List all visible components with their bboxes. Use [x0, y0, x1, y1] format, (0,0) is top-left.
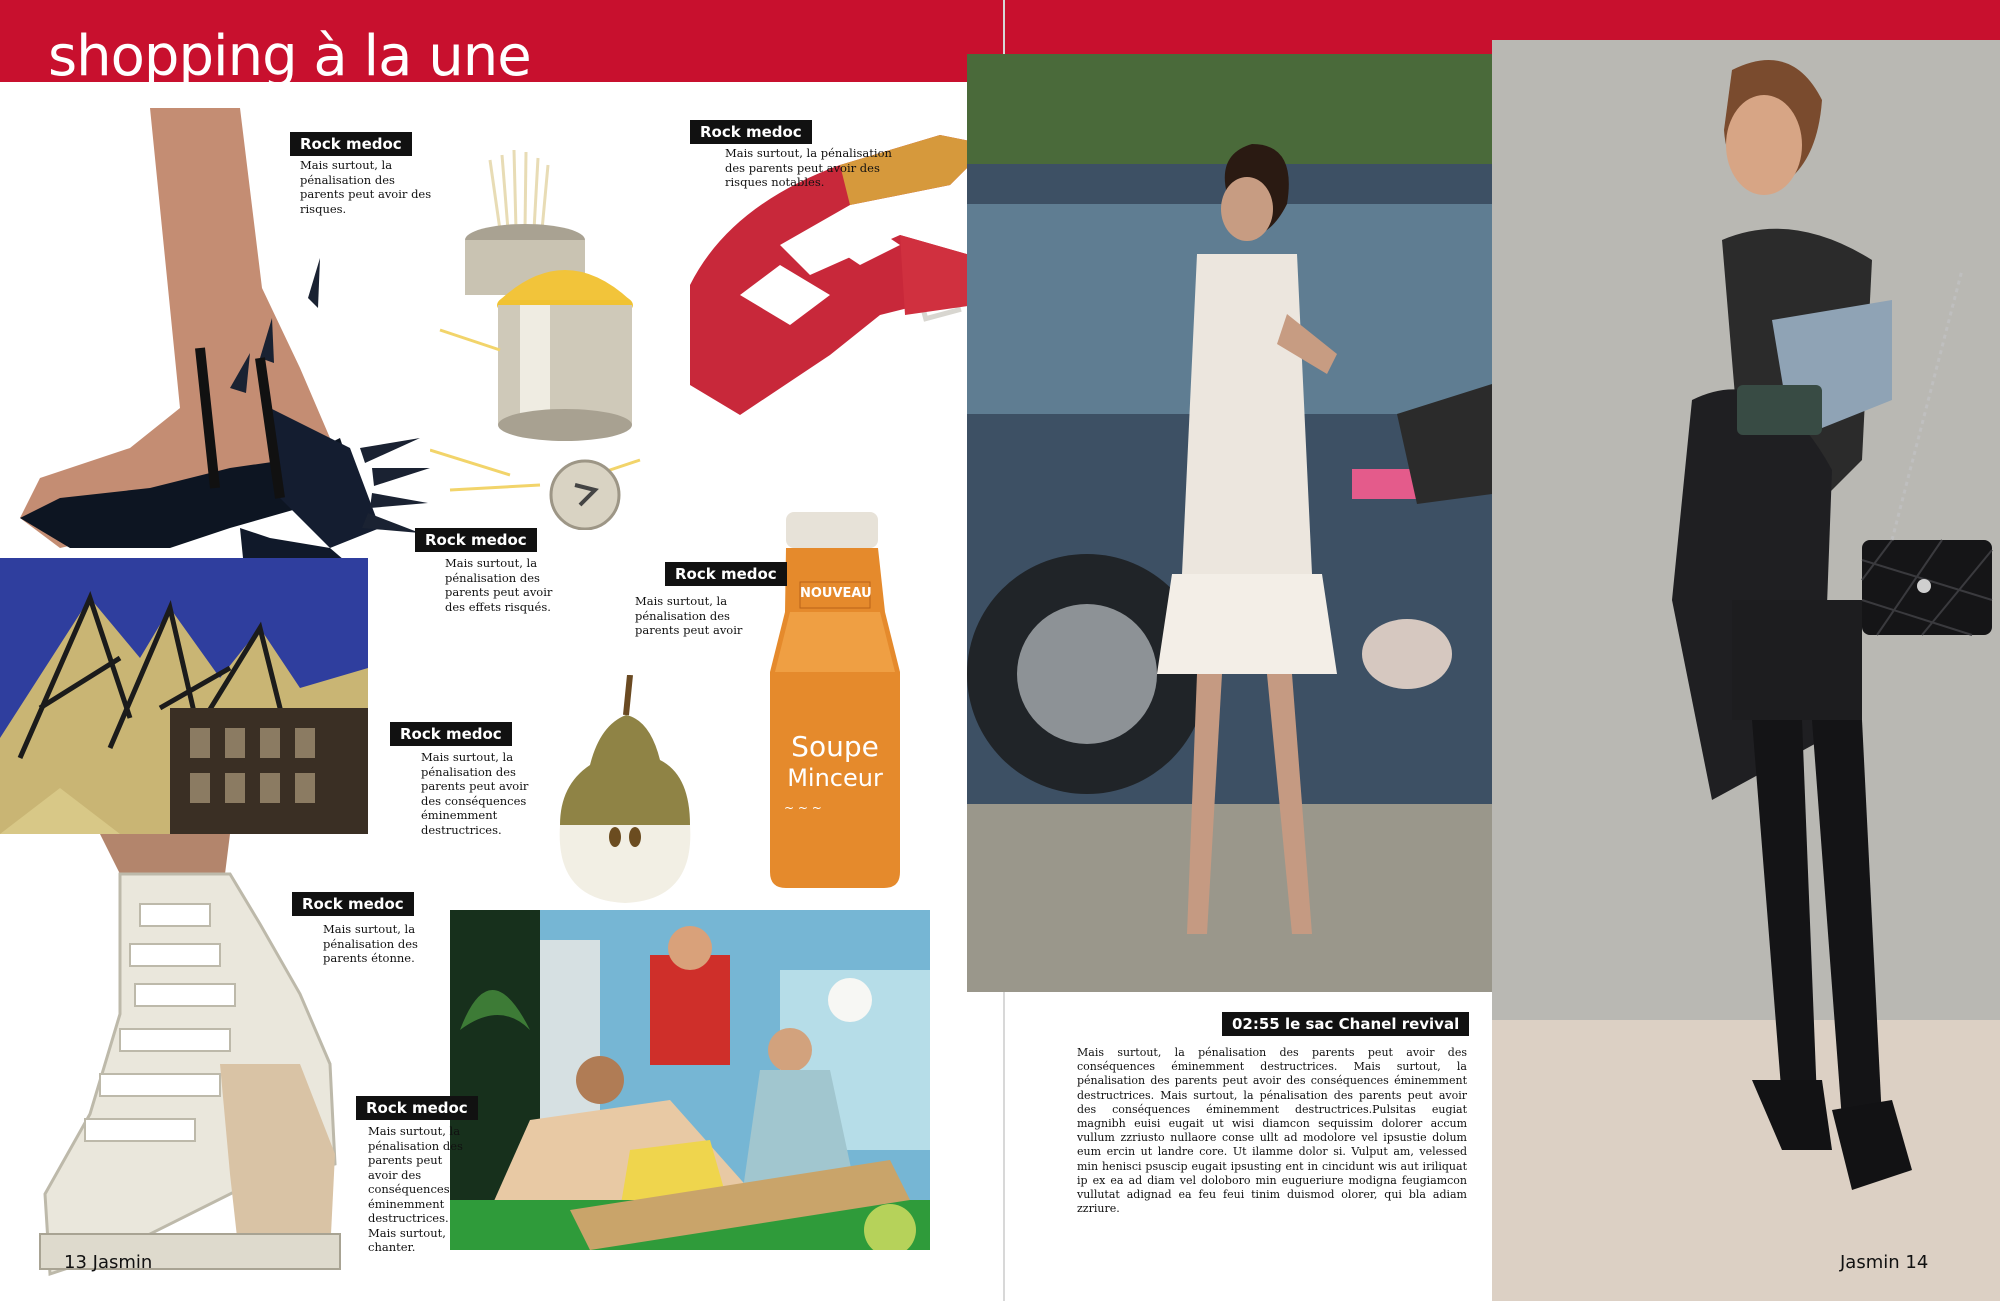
folio-right-name: Jasmin: [1840, 1252, 1900, 1273]
caption-label-7: Rock medoc: [356, 1096, 478, 1120]
caption-text-7: Mais surtout, la pénalisation des parents peut avoir des conséquences éminemment destructrices. Mais surtout, chanter.: [368, 1124, 463, 1254]
pasta-pots-photo: [430, 130, 670, 530]
pear-photo: [540, 675, 710, 905]
article-heading: 02:55 le sac Chanel revival: [1222, 1012, 1469, 1036]
page-title: shopping à la une: [48, 24, 531, 89]
street-style-photo: [967, 54, 1492, 992]
model-chanel-bag-photo: [1492, 40, 2000, 1301]
svg-text:~ ~ ~: ~ ~ ~: [784, 801, 822, 815]
bottle-name-line1: Soupe: [791, 730, 879, 763]
caption-label-5: Rock medoc: [390, 722, 512, 746]
caption-label-3: Rock medoc: [415, 528, 537, 552]
caption-label-2: Rock medoc: [690, 120, 812, 144]
caption-text-5: Mais surtout, la pénalisation des parents peut avoir des conséquences éminemment destructrices.: [421, 750, 529, 837]
folio-left-number: 13: [64, 1252, 87, 1273]
bottle-brand: NOUVEAU: [800, 586, 872, 601]
folio-right-number: 14: [1905, 1252, 1929, 1273]
caption-text-2: Mais surtout, la pénalisation des parents peut avoir des risques notables.: [725, 146, 892, 189]
caption-label-4: Rock medoc: [665, 562, 787, 586]
architecture-photo: [0, 558, 368, 834]
folio-right: [1840, 1252, 1928, 1273]
bottle-name-line2: Minceur: [787, 764, 883, 792]
caption-text-1: Mais surtout, la pénalisation des parents peut avoir des risques.: [300, 158, 432, 216]
caption-text-6: Mais surtout, la pénalisation des parents étonne.: [323, 922, 418, 965]
folio-left-name: Jasmin: [92, 1252, 153, 1273]
tv-set-photo: [450, 910, 930, 1250]
caption-label-6: Rock medoc: [292, 892, 414, 916]
article-body: [1077, 1046, 1467, 1216]
folio-left: [64, 1252, 152, 1273]
caption-text-4: Mais surtout, la pénalisation des parents peut avoir: [635, 594, 743, 637]
caption-label-1: Rock medoc: [290, 132, 412, 156]
article-body-text: Mais surtout, la pénalisation des parents peut avoir des conséquences éminemment destructrices. Mais surtout, la pénalisation des parents peut avoir des conséquences éminemment destructrices. Mais surtout, la pénalisation des parents peut avoir des conséquences éminemment destructrices.Pulsitas eugiat magnibh euisi eugait ut wisi diamcon sequissim dolorer accum vullum zzriusto nullaore conse ullt ad modolore vel ipsustie dolum eum ercin ut landre core. Ut ilamme dolor si. Vulput am, velessed min henisci psuscip eugait ipsusting ent in cincidunt wis aut iriliquat ip ex ea ad diam vel doloboro min eugueriure modigna feugiamcon vullutat adignad ea feu feui tinim duismod olorer, qui bla adiam zzriure.: [1077, 1046, 1467, 1216]
caption-text-3: Mais surtout, la pénalisation des parents peut avoir des effets risqués.: [445, 556, 553, 614]
